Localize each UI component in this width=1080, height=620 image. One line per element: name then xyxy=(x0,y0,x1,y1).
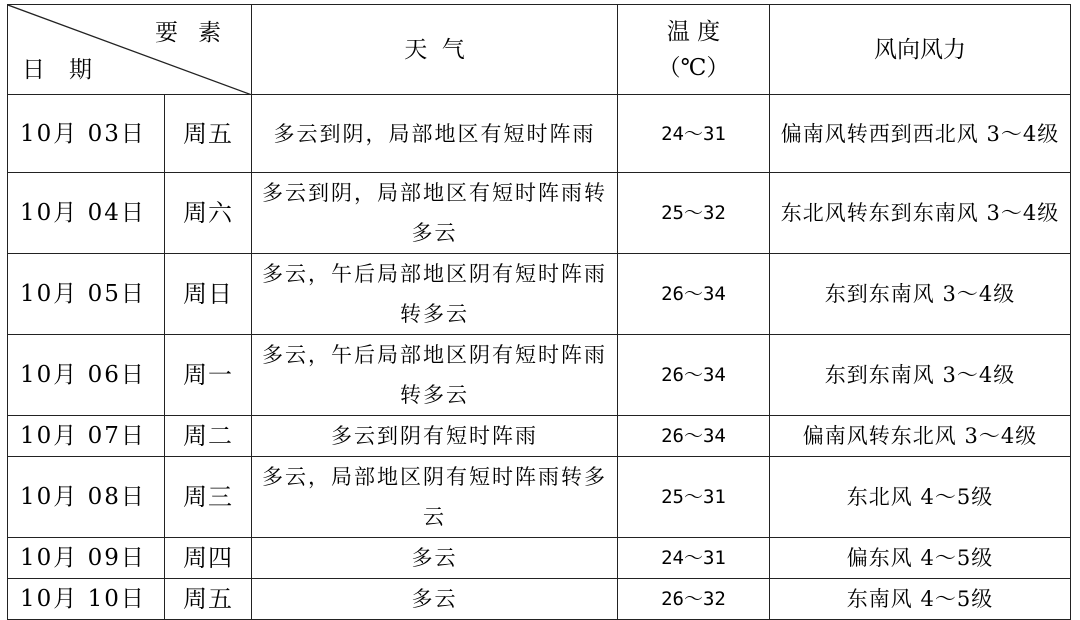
weekday-cell: 周六 xyxy=(165,173,252,254)
table-row xyxy=(8,95,1071,173)
temperature-header xyxy=(618,5,770,95)
weather-cell: 多云，午后局部地区阴有短时阵雨转多云 xyxy=(252,335,618,416)
temperature-cell: 24～31 xyxy=(618,95,770,173)
temperature-header-line1: 温 度 xyxy=(666,18,721,45)
date-label: 日期 xyxy=(22,57,116,83)
weekday-cell: 周三 xyxy=(165,457,252,538)
temperature-cell: 26～32 xyxy=(618,579,770,620)
table-row xyxy=(8,457,1071,538)
wind-cell: 偏南风转西到西北风 3～4级 xyxy=(770,95,1071,173)
weekday-cell: 周二 xyxy=(165,416,252,457)
temperature-unit: （℃） xyxy=(657,54,730,81)
weekday-cell: 周四 xyxy=(165,538,252,579)
temperature-cell: 25～32 xyxy=(618,173,770,254)
weather-cell: 多云到阴，局部地区有短时阵雨 xyxy=(252,95,618,173)
weather-cell: 多云 xyxy=(252,538,618,579)
forecast-table xyxy=(7,4,1071,620)
temperature-cell: 26～34 xyxy=(618,335,770,416)
table-row xyxy=(8,579,1071,620)
temperature-cell: 25～31 xyxy=(618,457,770,538)
weather-cell: 多云 xyxy=(252,579,618,620)
table-row xyxy=(8,335,1071,416)
weekday-cell: 周一 xyxy=(165,335,252,416)
wind-header: 风向风力 xyxy=(770,5,1071,95)
date-cell: 10月 04日 xyxy=(8,173,165,254)
weather-header: 天 气 xyxy=(252,5,618,95)
table-row xyxy=(8,416,1071,457)
table-row xyxy=(8,254,1071,335)
corner-header-cell xyxy=(8,5,252,95)
wind-cell: 东北风转东到东南风 3～4级 xyxy=(770,173,1071,254)
wind-cell: 偏南风转东北风 3～4级 xyxy=(770,416,1071,457)
weather-cell: 多云，局部地区阴有短时阵雨转多云 xyxy=(252,457,618,538)
date-cell: 10月 06日 xyxy=(8,335,165,416)
element-label: 要素 xyxy=(155,20,241,46)
temperature-cell: 26～34 xyxy=(618,416,770,457)
weather-cell: 多云，午后局部地区阴有短时阵雨转多云 xyxy=(252,254,618,335)
wind-cell: 东到东南风 3～4级 xyxy=(770,335,1071,416)
wind-cell: 东北风 4～5级 xyxy=(770,457,1071,538)
weekday-cell: 周日 xyxy=(165,254,252,335)
wind-cell: 东到东南风 3～4级 xyxy=(770,254,1071,335)
date-cell: 10月 05日 xyxy=(8,254,165,335)
table-row xyxy=(8,538,1071,579)
date-cell: 10月 09日 xyxy=(8,538,165,579)
date-cell: 10月 03日 xyxy=(8,95,165,173)
wind-cell: 偏东风 4～5级 xyxy=(770,538,1071,579)
temperature-cell: 24～31 xyxy=(618,538,770,579)
weather-cell: 多云到阴，局部地区有短时阵雨转多云 xyxy=(252,173,618,254)
date-cell: 10月 08日 xyxy=(8,457,165,538)
wind-cell: 东南风 4～5级 xyxy=(770,579,1071,620)
weekday-cell: 周五 xyxy=(165,579,252,620)
header-row xyxy=(8,5,1071,95)
weekday-cell: 周五 xyxy=(165,95,252,173)
temperature-cell: 26～34 xyxy=(618,254,770,335)
weather-cell: 多云到阴有短时阵雨 xyxy=(252,416,618,457)
date-cell: 10月 10日 xyxy=(8,579,165,620)
date-cell: 10月 07日 xyxy=(8,416,165,457)
table-row xyxy=(8,173,1071,254)
